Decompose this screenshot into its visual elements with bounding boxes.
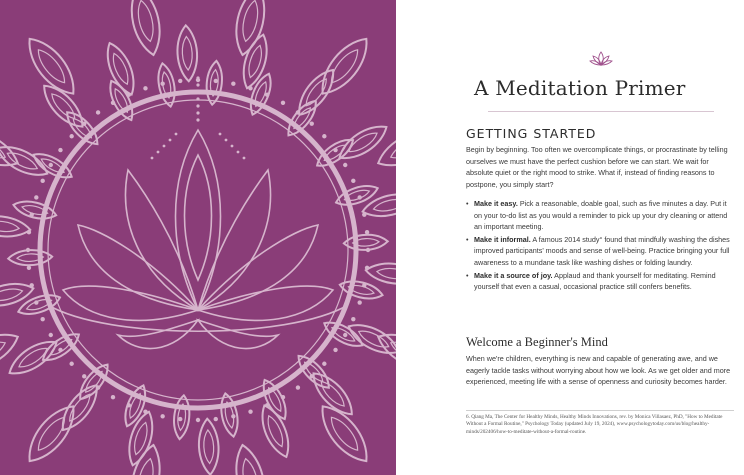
lotus-icon: [589, 50, 613, 68]
section-heading-beginners-mind: Welcome a Beginner's Mind: [466, 335, 608, 349]
list-item-lead: Make it easy.: [474, 199, 518, 208]
list-item: [466, 198, 734, 233]
text-page: [396, 0, 744, 475]
list-item-text: Pick a reasonable, doable goal, such as five minutes a day. Put it on your to-do list as you would a reminder to pick up your dry cleaning or attend an important meeting.: [474, 199, 728, 232]
section-heading-getting-started: GETTING STARTED: [466, 126, 597, 141]
intro-paragraph: Begin by beginning. Too often we overcomplicate things, or procrastinate by telling ourselves we must have the perfect cushion before we can start. We wait for absolute quiet or the right mood to strike. What if, instead of finding reasons to postpone, you simply start?: [466, 145, 728, 189]
list-item-lead: Make it informal.: [474, 234, 531, 244]
beginners-mind-paragraph: When we're children, everything is new and capable of generating awe, and we eagerly tackle tasks without worrying about how we look. As we get older and more experienced, meeting life with a sense of openness and curiosity becomes harder.: [466, 354, 731, 387]
list-item-text: A famous 2014 study° found that mindfully washing the dishes improved participants' moods and sense of well-being. Practice bringing your full awareness to a mundane task like washing dishes or folding laundry.: [474, 234, 730, 267]
title-divider: [488, 111, 714, 112]
footnote-divider: [466, 410, 734, 411]
list-item: [466, 234, 734, 269]
footnote: 6. Qiang Ma, The Center for Healthy Minds, Healthy Minds Innovations, rev. by Monica Villasaez, PhD, "How to Meditate Without a Formal Routine," Psychology Today (updated July 19, 2024), www.psychologytoday.com/us/blog/healthy-minds/202406/how-to-meditate-without-a-formal-routine.: [466, 414, 723, 435]
list-item: [466, 270, 734, 293]
list-item-text: Applaud and thank yourself for meditating. Remind yourself that even a casual, occasional practice still confers benefits.: [474, 270, 716, 292]
page-title: A Meditation Primer: [474, 76, 686, 100]
tips-list: [466, 198, 734, 294]
list-item-lead: Make it a source of joy.: [474, 270, 553, 280]
